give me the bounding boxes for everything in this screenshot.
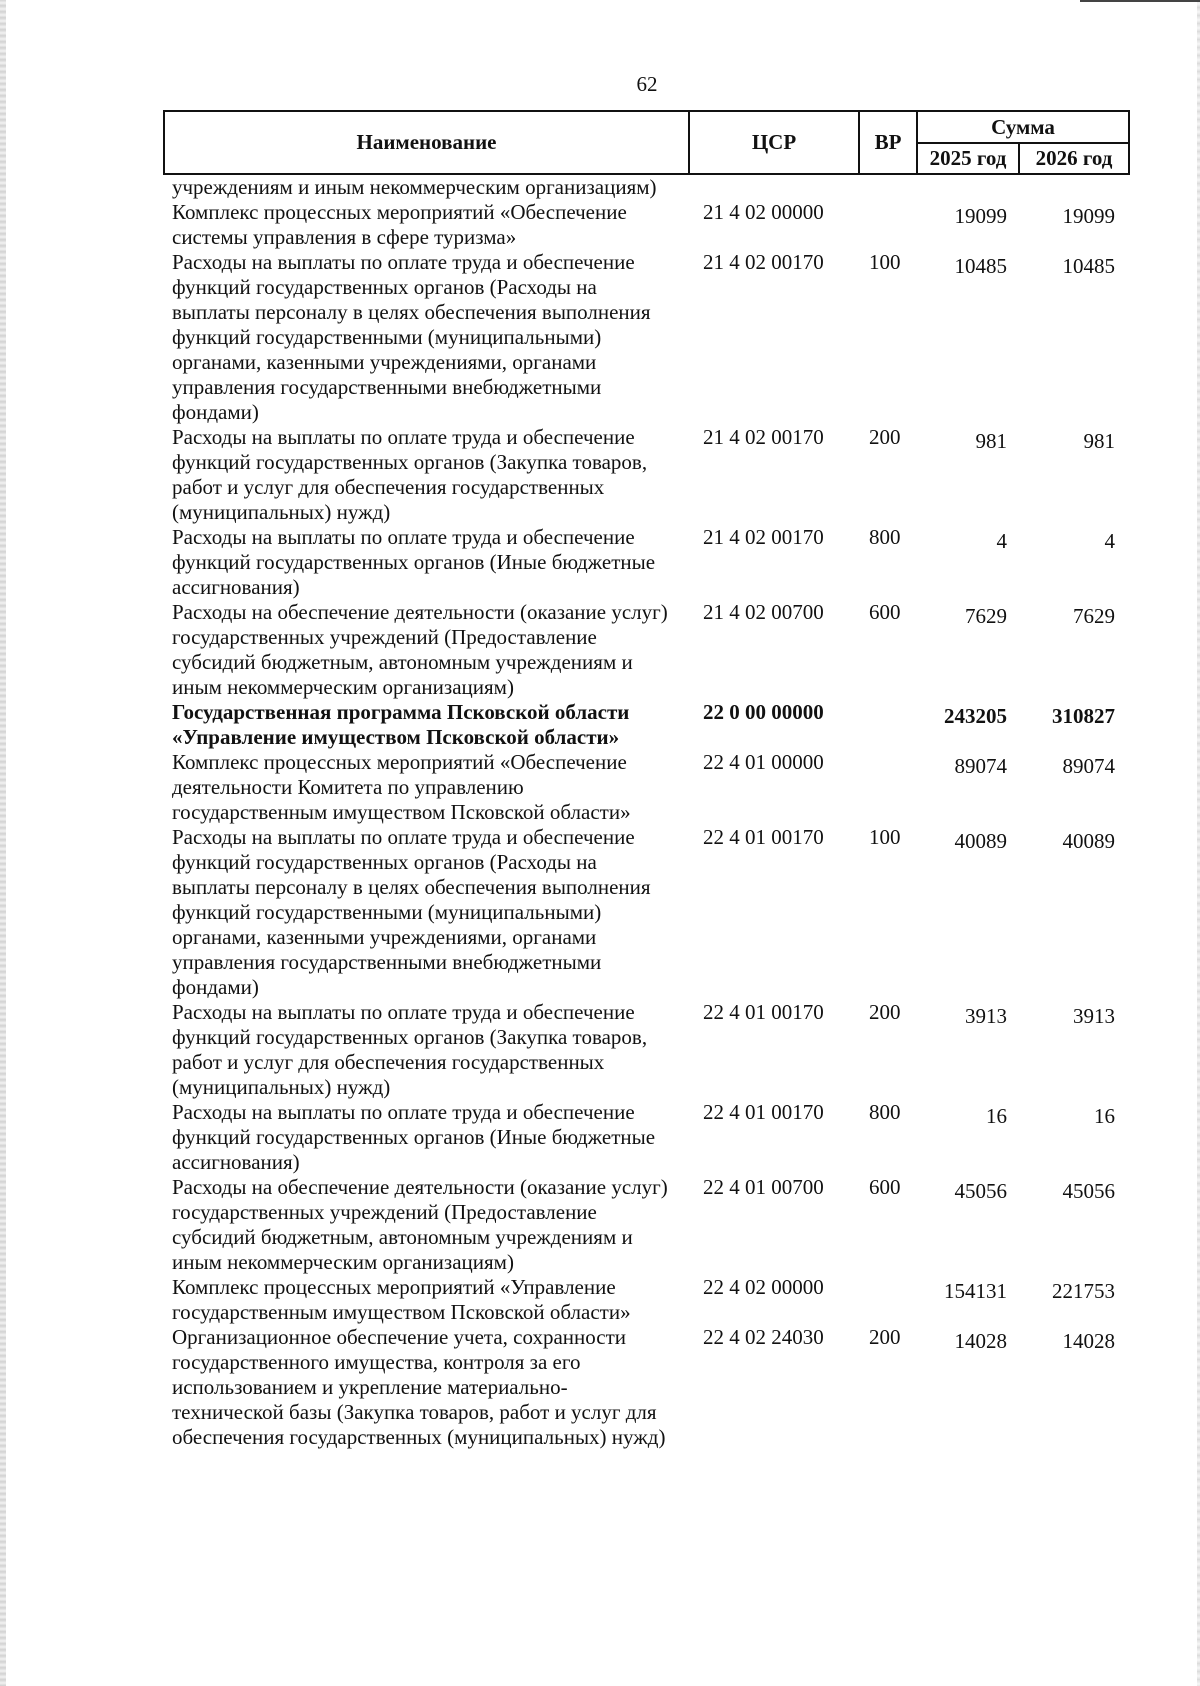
header-vr: ВР (859, 111, 917, 174)
header-year-2025: 2025 год (917, 143, 1019, 174)
table-row (164, 1325, 1129, 1450)
cell-name: Расходы на выплаты по оплате труда и обеспечение функций государственных органов (Иные бюджетные ассигнования) (172, 525, 656, 599)
cell-sum-2025: 243205 (944, 704, 1007, 728)
cell-vr: 200 (869, 1000, 901, 1024)
cell-vr: 200 (869, 425, 901, 449)
cell-sum-2026: 3913 (1073, 1004, 1115, 1028)
cell-sum-2026: 89074 (1062, 754, 1115, 778)
cell-csr: 22 4 01 00170 (703, 1000, 824, 1024)
table-row (164, 1275, 1129, 1325)
cell-sum-2025 (917, 174, 1019, 200)
cell-vr: 800 (869, 525, 901, 549)
cell-sum-2025: 10485 (954, 254, 1007, 278)
cell-vr: 800 (869, 1100, 901, 1124)
cell-name: Расходы на выплаты по оплате труда и обеспечение функций государственных органов (Расходы на выплаты персоналу в целях обеспечения выполнения функций государственными (муниципальными) органами, казенными учреждениями, органами управления государственными внебюджетными фондами) (172, 825, 651, 999)
cell-csr: 21 4 02 00170 (703, 425, 824, 449)
cell-sum-2025: 3913 (965, 1004, 1007, 1028)
cell-csr: 22 4 02 24030 (703, 1325, 824, 1349)
table-row (164, 1100, 1129, 1175)
header-year-2026: 2026 год (1019, 143, 1129, 174)
cell-csr: 21 4 02 00000 (703, 200, 824, 224)
cell-sum-2026: 40089 (1062, 829, 1115, 853)
cell-vr: 600 (869, 1175, 901, 1199)
cell-name: Комплекс процессных мероприятий «Управление государственным имуществом Псковской области» (172, 1275, 631, 1324)
cell-csr: 21 4 02 00700 (703, 600, 824, 624)
table-row (164, 425, 1129, 525)
cell-name: Организационное обеспечение учета, сохранности государственного имущества, контроля за его использованием и укрепление материально-технической базы (Закупка товаров, работ и услуг для обеспечения государственных (муниципальных) нужд) (172, 1325, 666, 1449)
table-row (164, 825, 1129, 1000)
budget-table (163, 110, 1130, 1450)
cell-sum-2026: 221753 (1052, 1279, 1115, 1303)
cell-csr: 22 4 01 00170 (703, 1100, 824, 1124)
cell-sum-2026: 14028 (1062, 1329, 1115, 1353)
scan-mark (1080, 0, 1200, 2)
cell-sum-2025: 89074 (954, 754, 1007, 778)
header-name: Наименование (164, 111, 689, 174)
cell-sum-2026: 10485 (1062, 254, 1115, 278)
cell-sum-2025: 154131 (944, 1279, 1007, 1303)
cell-name: Комплекс процессных мероприятий «Обеспечение системы управления в сфере туризма» (172, 200, 627, 249)
cell-sum-2025: 4 (996, 529, 1007, 553)
cell-sum-2025: 19099 (954, 204, 1007, 228)
table-row (164, 1175, 1129, 1275)
header-sum: Сумма (917, 111, 1129, 143)
cell-sum-2025: 40089 (954, 829, 1007, 853)
table-row (164, 600, 1129, 700)
table-row (164, 700, 1129, 750)
cell-name: Расходы на выплаты по оплате труда и обеспечение функций государственных органов (Расходы на выплаты персоналу в целях обеспечения выполнения функций государственными (муниципальными) органами, казенными учреждениями, органами управления государственными внебюджетными фондами) (172, 250, 651, 424)
scan-edge-left (0, 0, 6, 1686)
cell-vr (859, 174, 917, 200)
cell-csr: 21 4 02 00170 (703, 525, 824, 549)
cell-sum-2025: 981 (975, 429, 1007, 453)
cell-sum-2025: 14028 (954, 1329, 1007, 1353)
cell-sum-2026: 310827 (1052, 704, 1115, 728)
cell-name: Расходы на выплаты по оплате труда и обеспечение функций государственных органов (Закупка товаров, работ и услуг для обеспечения государственных (муниципальных) нужд) (172, 425, 648, 524)
cell-name: Комплекс процессных мероприятий «Обеспечение деятельности Комитета по управлению государственным имуществом Псковской области» (172, 750, 631, 824)
table-row (164, 174, 1129, 200)
cell-vr: 200 (869, 1325, 901, 1349)
cell-csr (689, 174, 859, 200)
table-row (164, 200, 1129, 250)
table-row (164, 750, 1129, 825)
cell-vr (859, 200, 917, 250)
cell-name: Государственная программа Псковской области «Управление имуществом Псковской области» (172, 700, 630, 749)
cell-sum-2026 (1019, 174, 1129, 200)
cell-vr (859, 750, 917, 825)
table-row (164, 250, 1129, 425)
cell-sum-2026: 7629 (1073, 604, 1115, 628)
cell-vr (859, 700, 917, 750)
cell-sum-2026: 981 (1083, 429, 1115, 453)
cell-name: Расходы на обеспечение деятельности (оказание услуг) государственных учреждений (Предоставление субсидий бюджетным, автономным учреждениям и иным некоммерческим организациям) (172, 600, 668, 699)
cell-sum-2025: 16 (986, 1104, 1007, 1128)
page-number: 62 (636, 72, 658, 96)
cell-sum-2026: 4 (1104, 529, 1115, 553)
cell-sum-2026: 16 (1094, 1104, 1115, 1128)
header-csr: ЦСР (689, 111, 859, 174)
cell-name: Расходы на обеспечение деятельности (оказание услуг) государственных учреждений (Предоставление субсидий бюджетным, автономным учреждениям и иным некоммерческим организациям) (172, 1175, 668, 1274)
cell-sum-2026: 45056 (1062, 1179, 1115, 1203)
cell-csr: 22 0 00 00000 (703, 700, 824, 724)
cell-csr: 22 4 02 00000 (703, 1275, 824, 1299)
cell-vr: 100 (869, 250, 901, 274)
table-row (164, 1000, 1129, 1100)
cell-name: учреждениям и иным некоммерческим организациям) (172, 175, 657, 199)
cell-name: Расходы на выплаты по оплате труда и обеспечение функций государственных органов (Закупка товаров, работ и услуг для обеспечения государственных (муниципальных) нужд) (172, 1000, 648, 1099)
cell-vr (859, 1275, 917, 1325)
cell-csr: 22 4 01 00000 (703, 750, 824, 774)
cell-csr: 21 4 02 00170 (703, 250, 824, 274)
cell-vr: 100 (869, 825, 901, 849)
cell-vr: 600 (869, 600, 901, 624)
cell-sum-2026: 19099 (1062, 204, 1115, 228)
cell-sum-2025: 7629 (965, 604, 1007, 628)
cell-sum-2025: 45056 (954, 1179, 1007, 1203)
table-row (164, 525, 1129, 600)
table-header (164, 111, 1129, 174)
cell-csr: 22 4 01 00700 (703, 1175, 824, 1199)
table-body (164, 174, 1129, 1450)
cell-csr: 22 4 01 00170 (703, 825, 824, 849)
cell-name: Расходы на выплаты по оплате труда и обеспечение функций государственных органов (Иные бюджетные ассигнования) (172, 1100, 656, 1174)
